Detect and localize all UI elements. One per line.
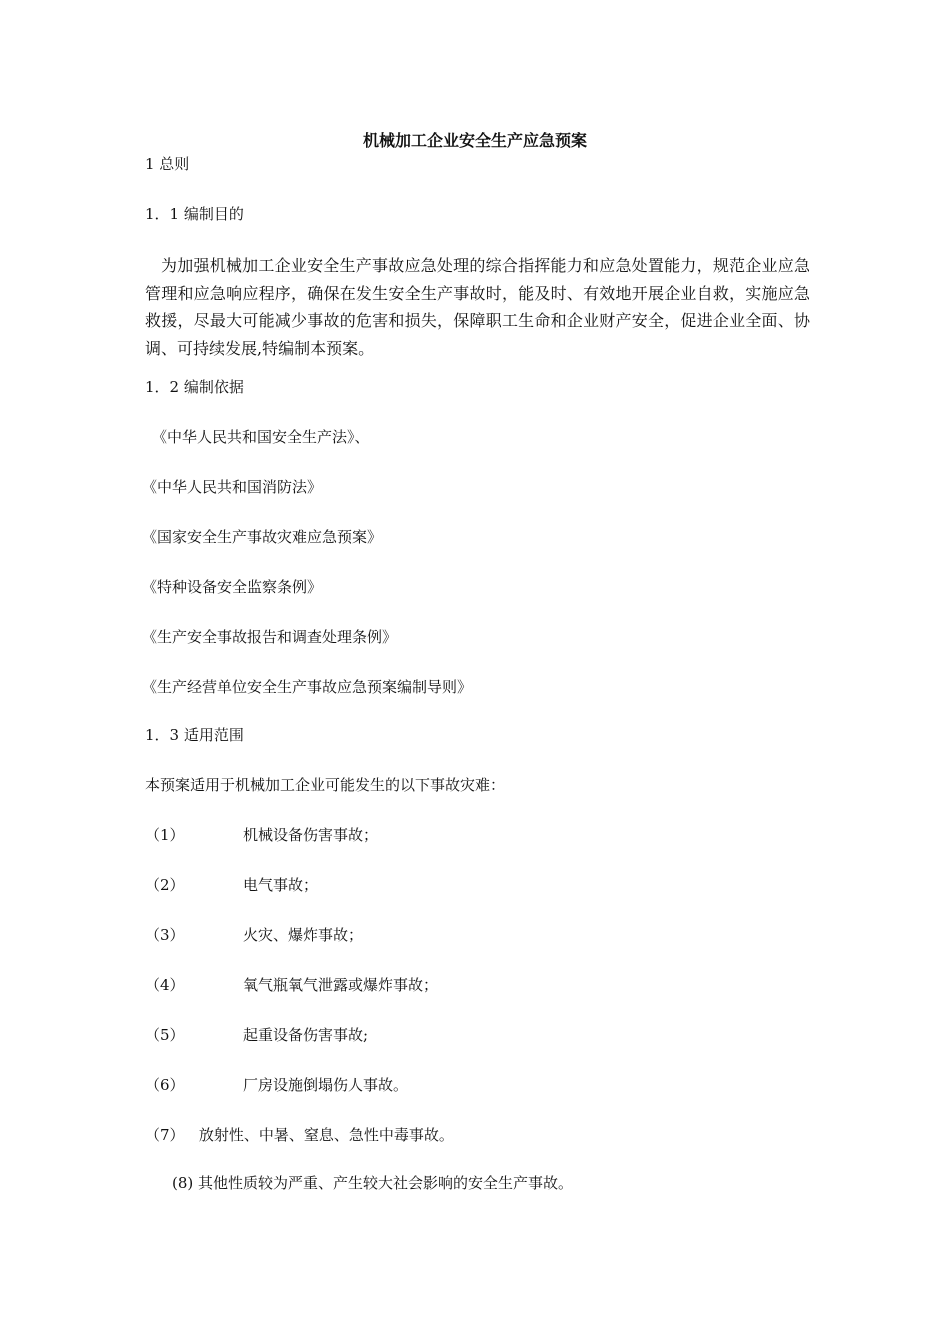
scope-item-number: （6）: [145, 1076, 185, 1094]
basis-item: 《生产安全事故报告和调查处理条例》: [142, 628, 398, 646]
basis-item: 《国家安全生产事故灾难应急预案》: [142, 528, 383, 546]
scope-item-text: 起重设备伤害事故;: [243, 1026, 369, 1044]
scope-intro: 本预案适用于机械加工企业可能发生的以下事故灾难：: [145, 776, 506, 794]
basis-item: 《中华人民共和国安全生产法》、: [152, 428, 370, 446]
scope-item-text: 机械设备伤害事故；: [243, 826, 379, 844]
basis-item: 《特种设备安全监察条例》: [142, 578, 323, 596]
section-heading-1-1: 1．1 编制目的: [145, 205, 244, 223]
scope-item-text: 氧气瓶氧气泄露或爆炸事故；: [243, 976, 439, 994]
scope-item-number: （5）: [145, 1026, 185, 1044]
section-heading-1: 1 总则: [145, 155, 190, 173]
scope-item-number: （2）: [145, 876, 185, 894]
scope-item-7: （7） 放射性、中暑、窒息、急性中毒事故。: [145, 1126, 454, 1144]
basis-item: 《生产经营单位安全生产事故应急预案编制导则》: [142, 678, 473, 696]
basis-item: 《中华人民共和国消防法》: [142, 478, 323, 496]
document-title: 机械加工企业安全生产应急预案: [362, 131, 587, 150]
section-heading-1-2: 1．2 编制依据: [145, 378, 244, 396]
scope-item-number: （4）: [145, 976, 185, 994]
scope-item-text: 电气事故；: [243, 876, 319, 894]
scope-item-text: 厂房设施倒塌伤人事故。: [243, 1076, 409, 1094]
scope-item-number: （1）: [145, 826, 185, 844]
scope-item-8: (8) 其他性质较为严重、产生较大社会影响的安全生产事故。: [172, 1174, 574, 1192]
purpose-paragraph: 为加强机械加工企业安全生产事故应急处理的综合指挥能力和应急处置能力，规范企业应急管理和应急响应程序，确保在发生安全生产事故时，能及时、有效地开展企业自救，实施应急救援，尽最大可能减少事故的危害和损失，保障职工生命和企业财产安全，促进企业全面、协调、可持续发展,特编制本预案。: [145, 256, 810, 358]
section-heading-1-3: 1．3 适用范围: [145, 726, 244, 744]
scope-item-number: （3）: [145, 926, 185, 944]
scope-item-text: 火灾、爆炸事故；: [243, 926, 364, 944]
